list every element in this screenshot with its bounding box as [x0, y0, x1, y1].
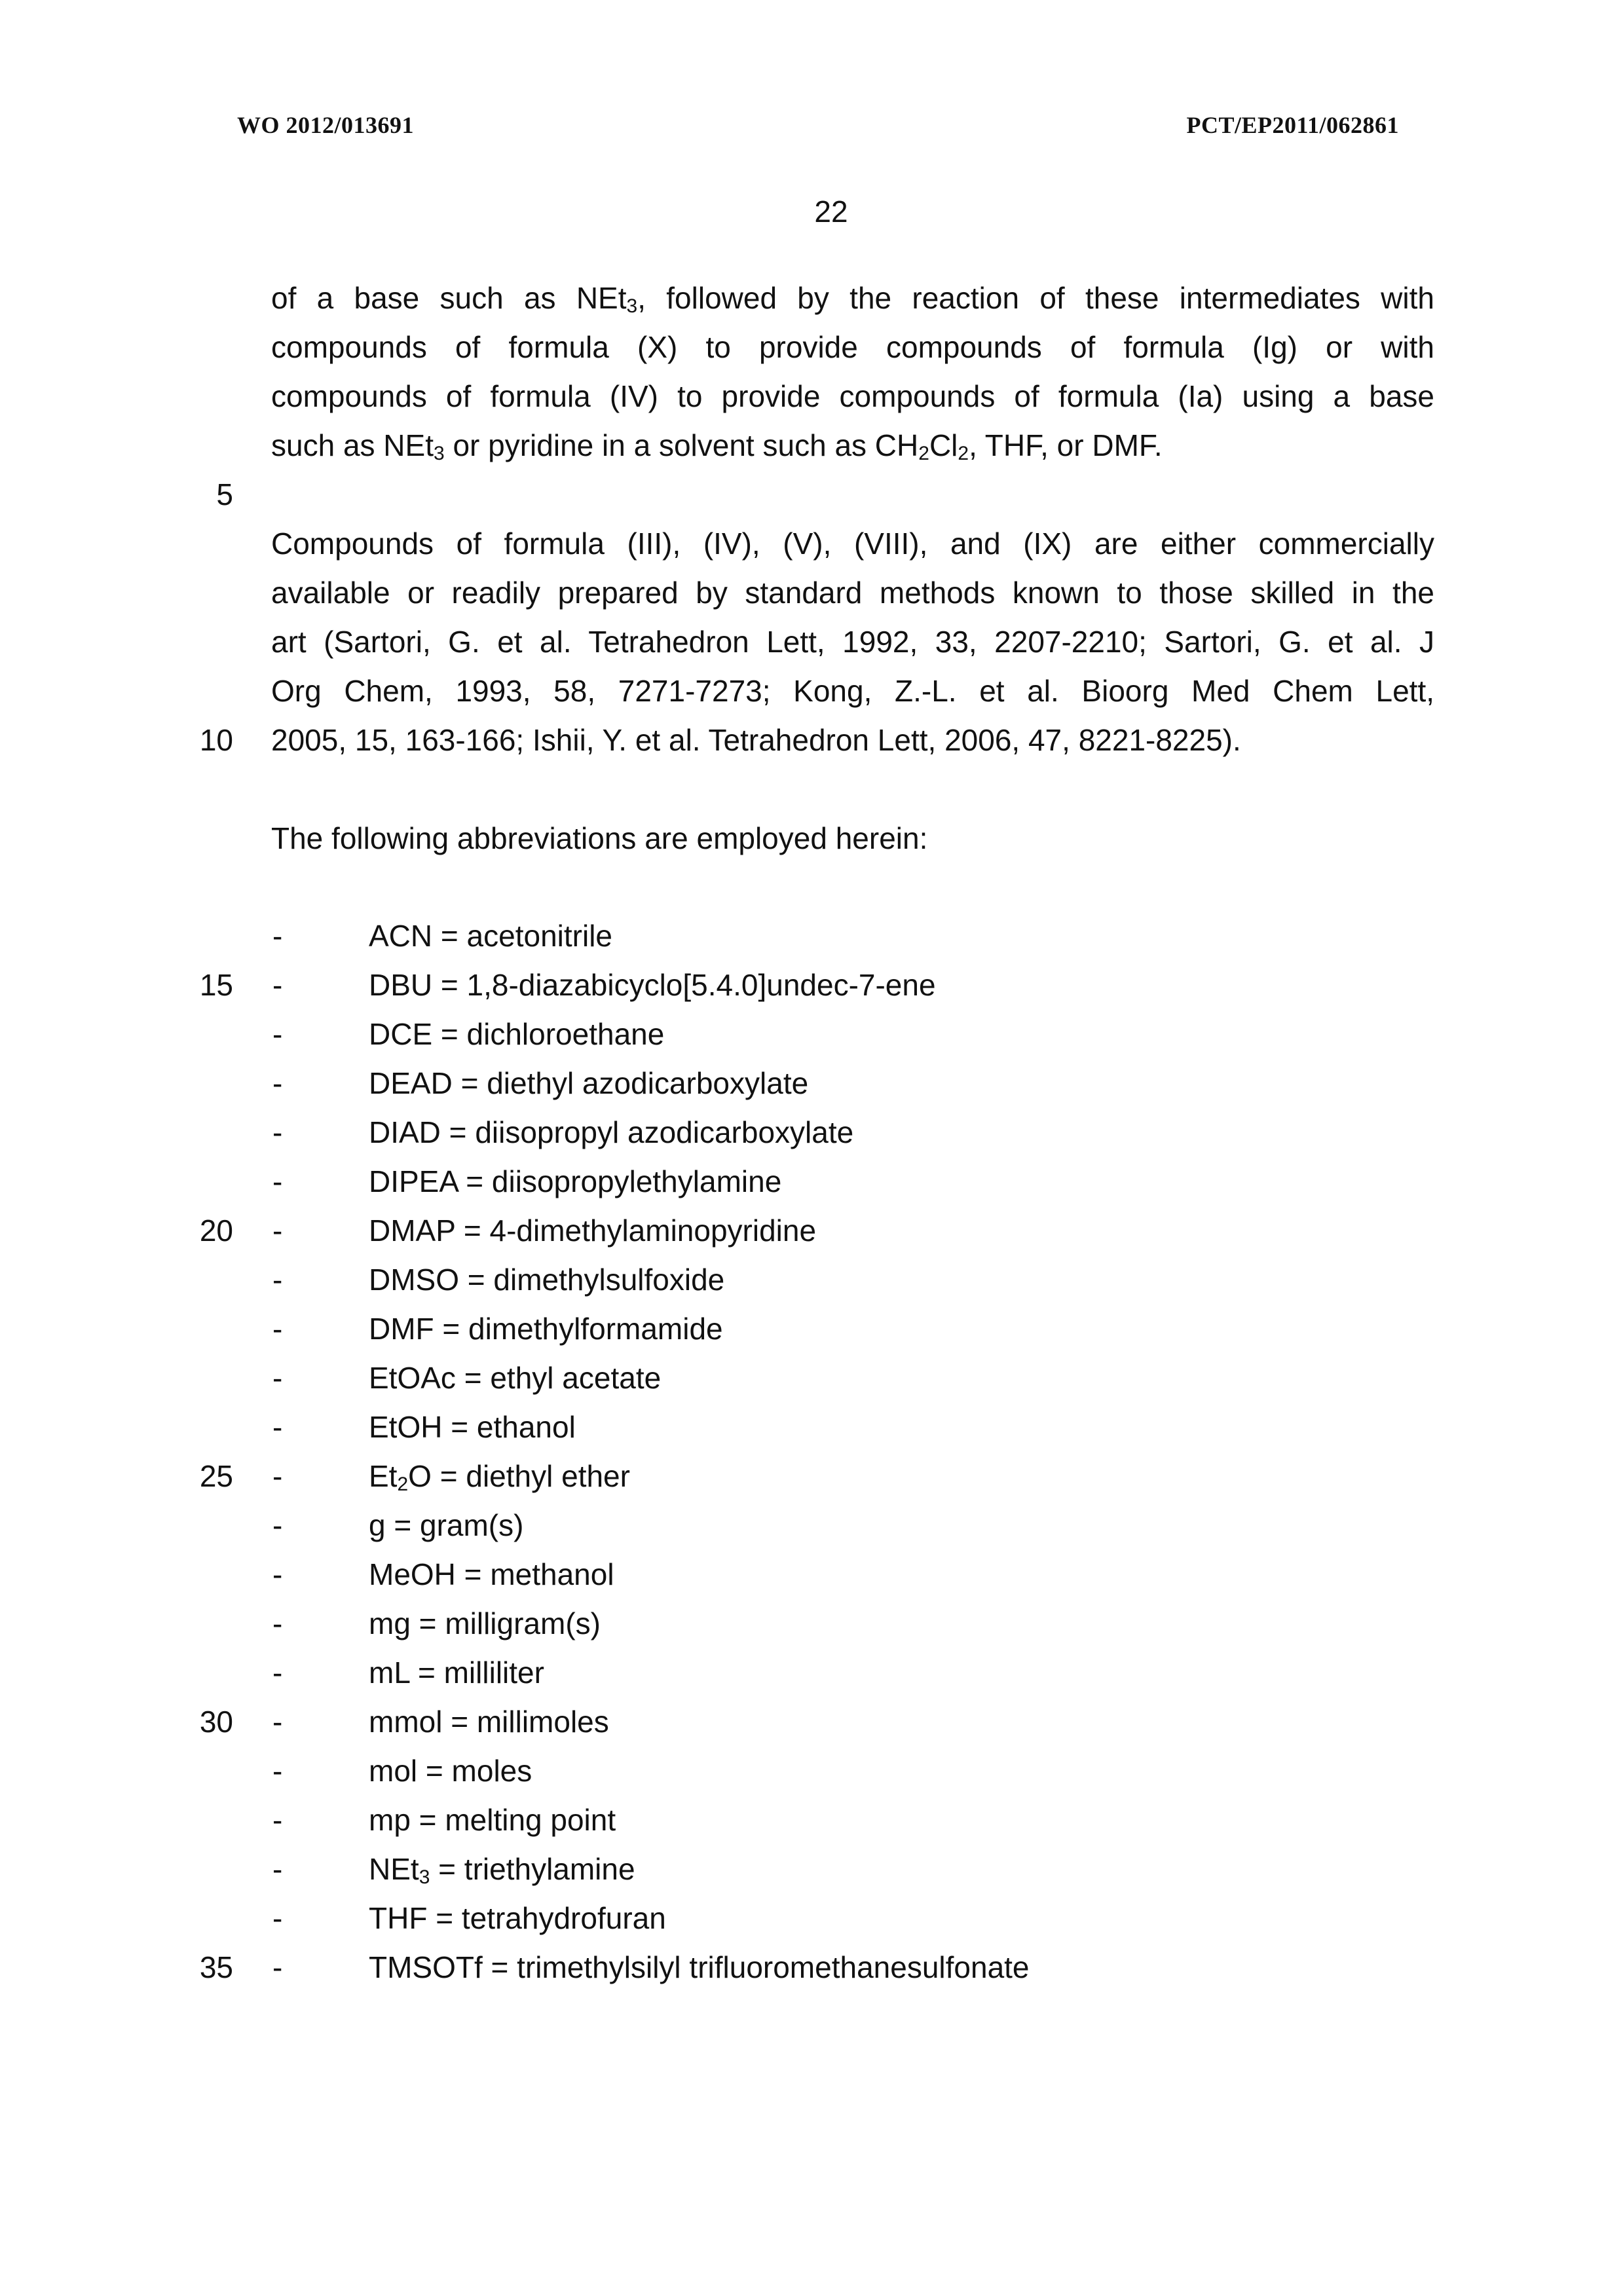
abbreviation-text: DBU = 1,8-diazabicyclo[5.4.0]undec-7-ene: [369, 968, 936, 1002]
paragraph-line: such as NEt$_3$ or pyridine in a solvent such as $CH_2Cl_2$, THF, or DMF.: [271, 428, 1163, 464]
list-item: [0, 1845, 1623, 1894]
line-number: 15: [199, 968, 233, 1002]
paragraph-line: compounds of formula (IV) to provide compounds of formula (Ia) using a base: [271, 379, 1434, 413]
list-item: [0, 1894, 1623, 1943]
list-dash: -: [272, 1606, 283, 1640]
list-dash: -: [272, 1459, 283, 1493]
intro-sentence: The following abbreviations are employed herein:: [271, 821, 928, 855]
paragraph-line: of a base such as NEt$_3$, followed by the reaction of these intermediates with: [271, 281, 1434, 317]
list-item: [0, 912, 1623, 961]
list-item: [0, 1697, 1623, 1747]
list-dash: -: [272, 1803, 283, 1837]
application-number: PCT/EP2011/062861: [1186, 112, 1399, 138]
list-dash: -: [272, 1950, 283, 1984]
abbreviation-text: mol = moles: [369, 1754, 532, 1788]
list-item: [0, 1452, 1623, 1501]
publication-number: WO 2012/013691: [237, 112, 415, 138]
paragraph-line: available or readily prepared by standard methods known to those skilled in the: [271, 576, 1434, 610]
abbreviation-text: NEt$_3$ = triethylamine: [369, 1852, 635, 1888]
abbreviation-text: $Et_2O$ = diethyl ether: [369, 1459, 630, 1495]
abbreviation-text: THF = tetrahydrofuran: [369, 1901, 666, 1935]
list-dash: -: [272, 919, 283, 953]
abbreviation-text: DEAD = diethyl azodicarboxylate: [369, 1066, 809, 1100]
list-item: [0, 1157, 1623, 1206]
list-item: [0, 1599, 1623, 1648]
abbreviation-text: EtOAc = ethyl acetate: [369, 1361, 662, 1395]
paragraph-line: Compounds of formula (III), (IV), (V), (VIII), and (IX) are either commercially: [271, 527, 1434, 561]
list-item: [0, 1059, 1623, 1108]
abbreviation-text: DIAD = diisopropyl azodicarboxylate: [369, 1115, 854, 1149]
list-item: [0, 1255, 1623, 1305]
abbreviation-text: mmol = millimoles: [369, 1705, 609, 1739]
list-dash: -: [272, 1508, 283, 1542]
abbreviation-text: DMSO = dimethylsulfoxide: [369, 1263, 725, 1297]
line-number: 30: [199, 1705, 233, 1739]
line-number: 25: [199, 1459, 233, 1493]
abbreviations-intro: [271, 814, 1434, 863]
list-dash: -: [272, 1656, 283, 1690]
abbreviation-text: EtOH = ethanol: [369, 1410, 576, 1444]
list-dash: -: [272, 1066, 283, 1100]
list-dash: -: [272, 1557, 283, 1591]
abbreviation-text: ACN = acetonitrile: [369, 919, 612, 953]
list-dash: -: [272, 1852, 283, 1886]
list-dash: -: [272, 1115, 283, 1149]
list-item: [0, 1796, 1623, 1845]
abbreviation-text: mg = milligram(s): [369, 1606, 601, 1640]
list-item: [0, 1648, 1623, 1697]
paragraph-line: compounds of formula (X) to provide compounds of formula (Ig) or with: [271, 330, 1434, 364]
list-dash: -: [272, 1410, 283, 1444]
abbreviation-list: [0, 912, 1623, 1992]
list-item: [0, 1108, 1623, 1157]
list-item: [0, 1747, 1623, 1796]
list-dash: -: [272, 1017, 283, 1051]
list-item: [0, 1550, 1623, 1599]
list-item: [0, 1305, 1623, 1354]
list-item: [0, 1206, 1623, 1255]
list-item: [0, 1354, 1623, 1403]
list-dash: -: [272, 1361, 283, 1395]
list-dash: -: [272, 1901, 283, 1935]
line-number: 35: [199, 1950, 233, 1984]
list-item: [0, 1403, 1623, 1452]
list-dash: -: [272, 1312, 283, 1346]
paragraph-commercial-availability: [271, 519, 1434, 765]
line-number: 5: [216, 477, 233, 511]
list-item: [0, 1943, 1623, 1992]
abbreviation-text: g = gram(s): [369, 1508, 524, 1542]
list-dash: -: [272, 1164, 283, 1198]
list-dash: -: [272, 968, 283, 1002]
list-item: [0, 961, 1623, 1010]
abbreviation-text: DMAP = 4-dimethylaminopyridine: [369, 1213, 817, 1248]
paragraph-line: art (Sartori, G. et al. Tetrahedron Lett, 1992, 33, 2207-2210; Sartori, G. et al. J: [271, 625, 1434, 659]
line-number: 10: [199, 723, 233, 757]
page-number: 22: [814, 194, 848, 229]
paragraph-line: Org Chem, 1993, 58, 7271-7273; Kong, Z.-L. et al. Bioorg Med Chem Lett,: [271, 674, 1434, 708]
line-number: 20: [199, 1213, 233, 1248]
abbreviation-text: DCE = dichloroethane: [369, 1017, 665, 1051]
paragraph-continuation: [271, 274, 1434, 470]
abbreviation-text: mp = melting point: [369, 1803, 616, 1837]
list-dash: -: [272, 1754, 283, 1788]
paragraph-line: 2005, 15, 163-166; Ishii, Y. et al. Tetrahedron Lett, 2006, 47, 8221-8225).: [271, 723, 1241, 757]
list-item: [0, 1501, 1623, 1550]
list-dash: -: [272, 1213, 283, 1248]
abbreviation-text: DMF = dimethylformamide: [369, 1312, 723, 1346]
list-dash: -: [272, 1263, 283, 1297]
abbreviation-text: MeOH = methanol: [369, 1557, 614, 1591]
abbreviation-text: mL = milliliter: [369, 1656, 544, 1690]
list-dash: -: [272, 1705, 283, 1739]
list-item: [0, 1010, 1623, 1059]
abbreviation-text: TMSOTf = trimethylsilyl trifluoromethanesulfonate: [369, 1950, 1030, 1984]
abbreviation-text: DIPEA = diisopropylethylamine: [369, 1164, 782, 1198]
